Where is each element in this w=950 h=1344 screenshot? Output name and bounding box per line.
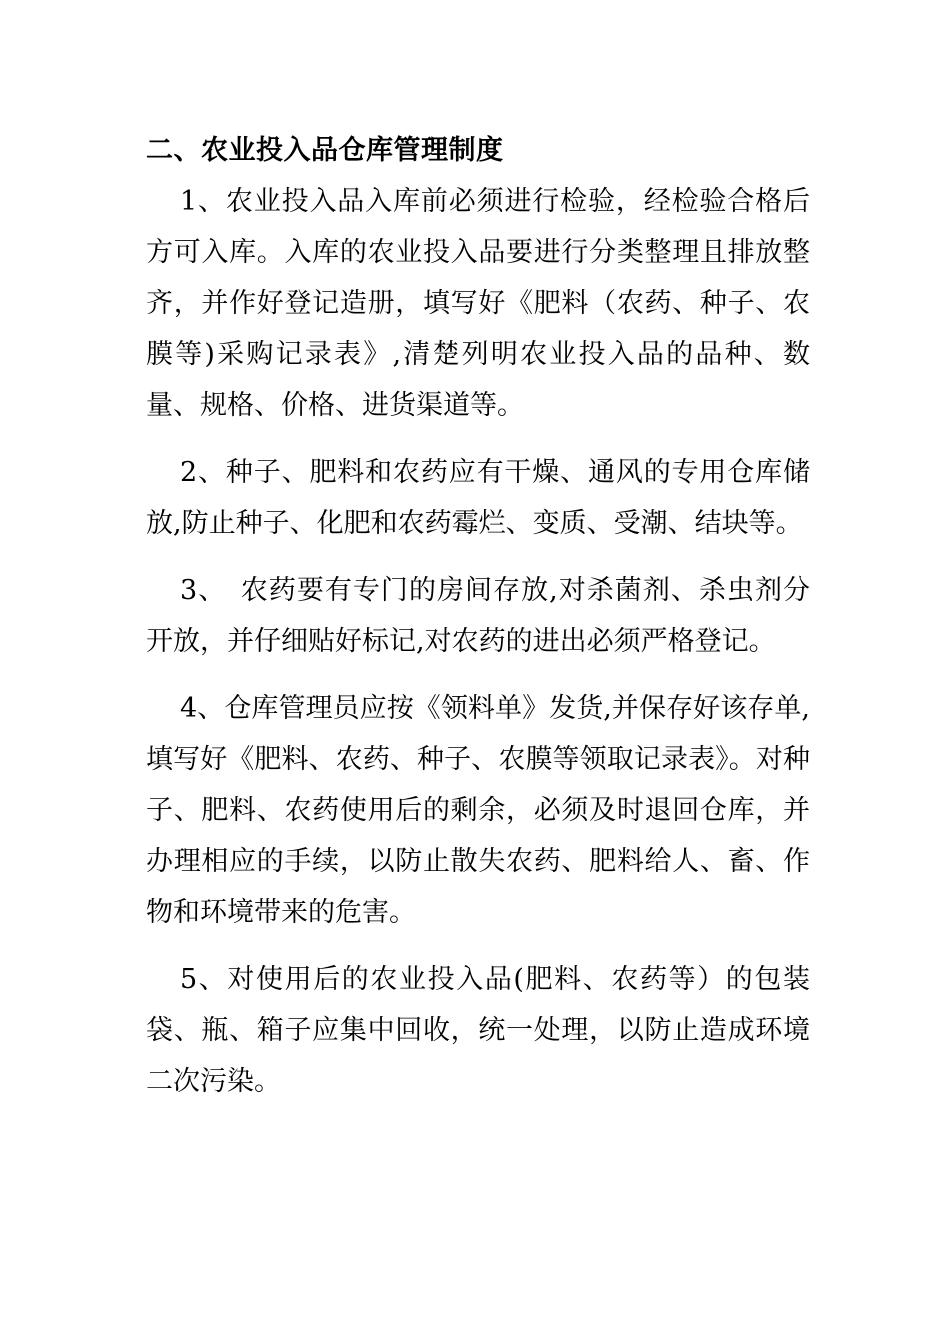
paragraph-4: 4、仓库管理员应按《领料单》发货,并保存好该存单,填写好《肥料、农药、种子、农膜等领取记录表》。对种子、肥料、农药使用后的剩余，必须及时退回仓库，并办理相应的手续，以防止散失农药、肥料给人、畜、作物和环境带来的危害。: [146, 693, 810, 928]
paragraph-5: 5、对使用后的农业投入品(肥料、农药等）的包装袋、瓶、箱子应集中回收，统一处理，以防止造成环境二次污染。: [146, 964, 810, 1097]
section-heading: 二、农业投入品仓库管理制度: [146, 135, 504, 166]
paragraph-2: 2、种子、肥料和农药应有干燥、通风的专用仓库储放,防止种子、化肥和农药霉烂、变质、受潮、结块等。: [146, 457, 810, 539]
document-body: [146, 126, 810, 1123]
paragraph-3: 3、 农药要有专门的房间存放,对杀菌剂、杀虫剂分开放，并仔细贴好标记,对农药的进出必须严格登记。: [146, 575, 810, 657]
paragraph-1: 1、农业投入品入库前必须进行检验，经检验合格后方可入库。入库的农业投入品要进行分类整理且排放整齐，并作好登记造册，填写好《肥料（农药、种子、农膜等)采购记录表》,清楚列明农业投入品的品种、数量、规格、价格、进货渠道等。: [146, 186, 810, 421]
